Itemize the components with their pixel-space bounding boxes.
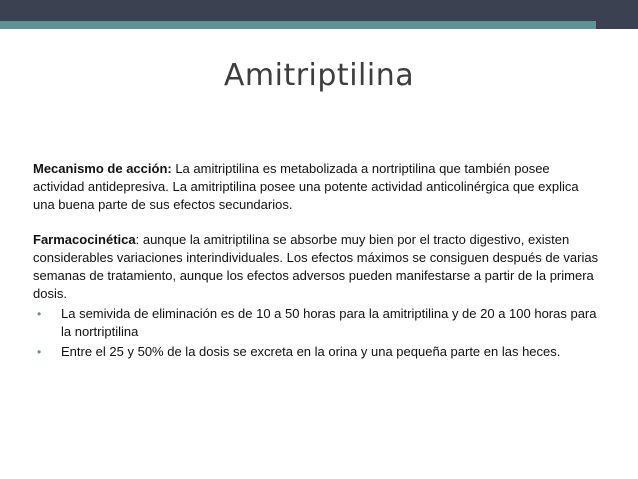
mecanismo-text: La amitriptilina es metabolizada a nortriptilina que también posee actividad antidepresiva. La amitriptilina posee una potente actividad anticolinérgica que explica una buena parte de sus efectos secundarios. [33,161,579,212]
bullet-text: Entre el 25 y 50% de la dosis se excreta en la orina y una pequeña parte en las heces. [61,344,561,359]
bullet-dot-icon: • [37,307,42,321]
header-teal-stripe [0,21,638,29]
slide-title: Amitriptilina [223,58,415,93]
farmacocinetica-bullet-list [33,305,603,361]
farmacocinetica-paragraph [33,231,603,303]
bullet-text: La semivida de eliminación es de 10 a 50 horas para la amitriptilina y de 20 a 100 horas para la nortriptilina [61,306,597,339]
list-item [33,343,603,361]
farmacocinetica-text: : aunque la amitriptilina se absorbe muy bien por el tracto digestivo, existen considerables variaciones interindividuales. Los efectos máximos se consiguen después de varias semanas de tratamiento, aunque los efectos adversos pueden manifestarse a partir de la primera dosis. [33,232,599,301]
mecanismo-heading: Mecanismo de acción: [33,161,172,176]
slide-content [33,160,603,363]
list-item [33,305,603,341]
mecanismo-paragraph [33,160,603,214]
header-band [0,0,638,21]
bullet-dot-icon: • [37,345,42,359]
header-accent-block [596,21,638,29]
farmacocinetica-heading: Farmacocinética [33,232,136,247]
